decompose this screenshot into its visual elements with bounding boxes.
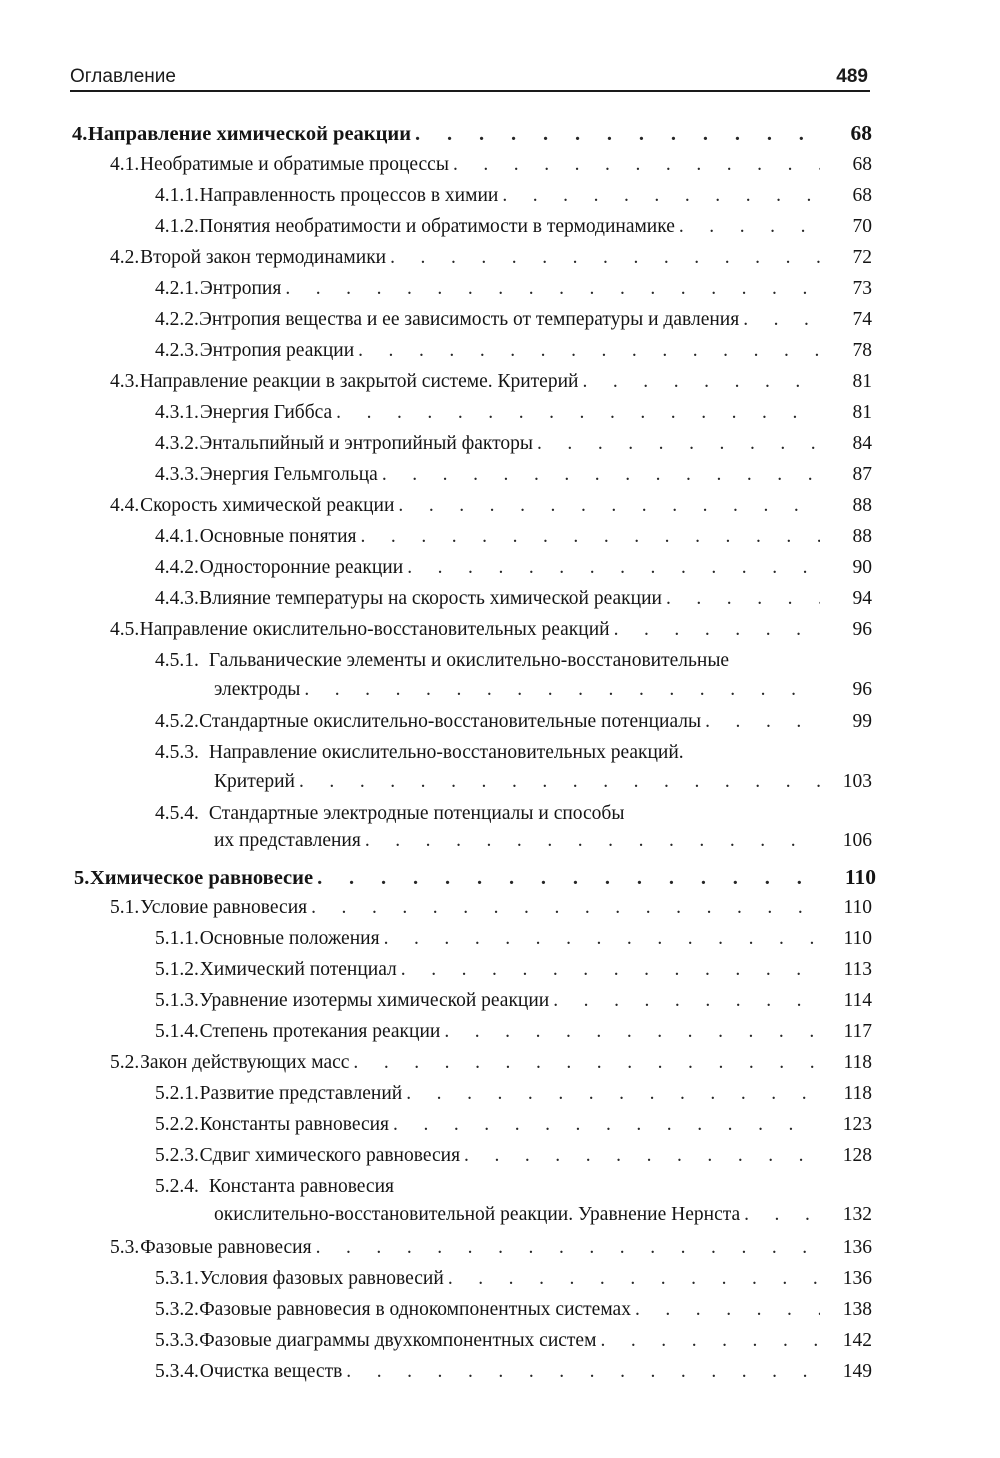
toc-entry-number: 4.2. (110, 247, 140, 268)
toc-entry-number: 4.1.2. (155, 216, 199, 237)
dot-leader (406, 1079, 820, 1109)
toc-subsection[interactable] (155, 1079, 872, 1109)
toc-entry-number: 4.2.2. (155, 309, 199, 330)
toc-entry-number: 4.4.1. (155, 526, 199, 547)
toc-entry-page: 88 (852, 526, 872, 547)
toc-subsection[interactable] (155, 336, 872, 366)
toc-entry-page: 128 (842, 1145, 872, 1166)
dot-leader (316, 1233, 820, 1263)
dot-leader (635, 1295, 820, 1325)
toc-entry-title: Энергия Гельмгольца (199, 464, 378, 485)
dot-leader (464, 1141, 820, 1171)
toc-entry-page: 103 (842, 771, 872, 792)
toc-entry-title: Химическое равновесие (89, 867, 314, 889)
toc-subsection[interactable] (155, 738, 872, 768)
dot-leader (285, 274, 820, 304)
toc-entry-page: 72 (852, 247, 872, 268)
toc-entry-page: 96 (852, 679, 872, 700)
header-page-number: 489 (836, 66, 868, 87)
toc-entry-number: 5.1.2. (155, 959, 199, 980)
toc-entry-title: Сдвиг химического равновесия (199, 1145, 461, 1166)
toc-entry-number: 4.5.1. (155, 650, 199, 671)
toc-subsection[interactable] (155, 1357, 872, 1387)
toc-entry-page: 68 (852, 185, 872, 206)
toc-entry-continuation[interactable] (214, 1200, 872, 1230)
toc-entry-number: 4.2.1. (155, 278, 199, 299)
toc-entry-title: Энтропия (199, 278, 282, 299)
toc-entry-number: 5.2.1. (155, 1083, 199, 1104)
dot-leader (453, 150, 820, 180)
toc-entry-number: 4.4.3. (155, 588, 199, 609)
dot-leader (553, 986, 820, 1016)
dot-leader (407, 553, 820, 583)
toc-entry-number: 4.5. (110, 619, 140, 640)
toc-section[interactable] (110, 893, 872, 923)
dot-leader (365, 826, 820, 856)
toc-entry-number: 5.3.2. (155, 1299, 199, 1320)
dot-leader (311, 893, 820, 923)
toc-section[interactable] (110, 1233, 872, 1263)
toc-section[interactable] (110, 615, 872, 645)
toc-entry-page: 123 (842, 1114, 872, 1135)
toc-entry-continuation[interactable] (214, 675, 872, 705)
toc-subsection[interactable] (155, 1141, 872, 1171)
toc-entry-number: 5.2.4. (155, 1176, 199, 1197)
toc-entry-page: 84 (852, 433, 872, 454)
toc-entry-title-line2: их представления (214, 830, 361, 851)
toc-entry-number: 4. (72, 123, 88, 145)
toc-entry-title: Стандартные электродные потенциалы и способы (208, 803, 625, 824)
toc-entry-title: Основные понятия (199, 526, 357, 547)
toc-entry-number: 5.2.3. (155, 1145, 199, 1166)
toc-chapter[interactable] (74, 862, 876, 892)
dot-leader (679, 212, 820, 242)
toc-entry-title: Второй закон термодинамики (140, 247, 387, 268)
toc-section[interactable] (110, 1048, 872, 1078)
dot-leader (744, 1200, 820, 1230)
toc-entry-title: Уравнение изотермы химической реакции (199, 990, 550, 1011)
header-title: Оглавление (70, 66, 176, 87)
toc-entry-number: 4.3. (110, 371, 140, 392)
toc-chapter[interactable] (72, 118, 872, 148)
toc-entry-number: 5.1.3. (155, 990, 199, 1011)
toc-subsection[interactable] (155, 1017, 872, 1047)
toc-entry-page: 110 (843, 897, 872, 918)
toc-entry-number: 4.5.3. (155, 742, 199, 763)
dot-leader (705, 707, 820, 737)
toc-subsection[interactable] (155, 1264, 872, 1294)
toc-subsection[interactable] (155, 986, 872, 1016)
toc-entry-number: 4.1. (110, 154, 140, 175)
toc-entry-title: Константа равновесия (208, 1176, 394, 1197)
toc-subsection[interactable] (155, 1110, 872, 1140)
toc-entry-page: 136 (842, 1237, 872, 1258)
toc-entry-title: Закон действующих масс (140, 1052, 350, 1073)
toc-subsection[interactable] (155, 646, 872, 676)
toc-entry-title: Энтропия реакции (199, 340, 355, 361)
toc-subsection[interactable] (155, 553, 872, 583)
toc-entry-page: 113 (843, 959, 872, 980)
toc-entry-number: 4.5.4. (155, 803, 199, 824)
toc-entry-number: 5.3.1. (155, 1268, 199, 1289)
toc-entry-page: 114 (843, 990, 872, 1011)
dot-leader (743, 305, 820, 335)
toc-entry-title: Степень протекания реакции (199, 1021, 441, 1042)
toc-entry-continuation[interactable] (214, 767, 872, 797)
toc-entry-title: Энергия Гиббса (199, 402, 333, 423)
toc-entry-page: 110 (844, 865, 876, 889)
toc-entry-title-line2: Критерий (214, 771, 295, 792)
toc-subsection[interactable] (155, 1295, 872, 1325)
toc-entry-number: 5.2. (110, 1052, 140, 1073)
dot-leader (304, 675, 820, 705)
toc-entry-title: Условие равновесия (140, 897, 308, 918)
toc-entry-page: 68 (850, 121, 872, 145)
dot-leader (390, 243, 820, 273)
dot-leader (448, 1264, 820, 1294)
dot-leader (299, 767, 820, 797)
toc-entry-page: 70 (852, 216, 872, 237)
dot-leader (398, 491, 820, 521)
toc-entry-page: 90 (852, 557, 872, 578)
toc-entry-title-line2: окислительно-восстановительной реакции. Уравнение Нернста (214, 1204, 741, 1225)
toc-entry-title: Понятия необратимости и обратимости в термодинамике (199, 216, 675, 237)
toc-entry-page: 78 (852, 340, 872, 361)
dot-leader (401, 955, 820, 985)
toc-entry-title: Направление окислительно-восстановительных реакций. (208, 742, 684, 763)
toc-entry-title: Необратимые и обратимые процессы (139, 154, 449, 175)
toc-entry-number: 4.5.2. (155, 711, 199, 732)
toc-entry-page: 81 (852, 402, 872, 423)
toc-subsection[interactable] (155, 955, 872, 985)
toc-entry-number: 4.3.2. (155, 433, 199, 454)
toc-entry-title: Направление химической реакции (87, 123, 412, 145)
toc-entry-number: 4.4. (110, 495, 140, 516)
dot-leader (415, 119, 820, 149)
toc-entry-page: 81 (852, 371, 872, 392)
toc-entry-page: 99 (852, 711, 872, 732)
toc-entry-page: 74 (852, 309, 872, 330)
toc-entry-title: Фазовые равновесия в однокомпонентных системах (199, 1299, 631, 1320)
toc-subsection[interactable] (155, 522, 872, 552)
toc-subsection[interactable] (155, 1172, 872, 1202)
toc-entry-title: Направление реакции в закрытой системе. Критерий (139, 371, 579, 392)
toc-section[interactable] (110, 150, 872, 180)
dot-leader (393, 1110, 820, 1140)
dot-leader (346, 1357, 820, 1387)
toc-entry-title: Направленность процессов в химии (199, 185, 499, 206)
toc-subsection[interactable] (155, 398, 872, 428)
toc-subsection[interactable] (155, 707, 872, 737)
toc-entry-page: 73 (852, 278, 872, 299)
dot-leader (444, 1017, 820, 1047)
dot-leader (336, 398, 820, 428)
toc-entry-title: Направление окислительно-восстановительных реакций (139, 619, 610, 640)
toc-entry-title: Скорость химической реакции (140, 495, 395, 516)
toc-entry-title: Константы равновесия (199, 1114, 390, 1135)
toc-entry-number: 4.1.1. (155, 185, 199, 206)
dot-leader (358, 336, 820, 366)
toc-entry-page: 110 (843, 928, 872, 949)
toc-section[interactable] (110, 367, 872, 397)
toc-section[interactable] (110, 491, 872, 521)
dot-leader (614, 615, 820, 645)
dot-leader (502, 181, 820, 211)
toc-entry-number: 5.3.3. (155, 1330, 199, 1351)
toc-entry-title: Энтропия вещества и ее зависимость от температуры и давления (199, 309, 740, 330)
toc-entry-title: Гальванические элементы и окислительно-восстановительные (208, 650, 730, 671)
toc-subsection[interactable] (155, 460, 872, 490)
toc-subsection[interactable] (155, 584, 872, 614)
toc-entry-title: Химический потенциал (199, 959, 397, 980)
toc-entry-number: 5.1. (110, 897, 140, 918)
toc-entry-number: 4.4.2. (155, 557, 199, 578)
toc-entry-number: 5. (74, 867, 90, 889)
toc-subsection[interactable] (155, 274, 872, 304)
dot-leader (384, 924, 820, 954)
toc-entry-page: 106 (842, 830, 872, 851)
toc-entry-page: 118 (843, 1083, 872, 1104)
toc-entry-title: Энтальпийный и энтропийный факторы (199, 433, 533, 454)
toc-entry-page: 94 (852, 588, 872, 609)
toc-entry-number: 4.2.3. (155, 340, 199, 361)
toc-entry-number: 5.3. (110, 1237, 140, 1258)
toc-entry-page: 136 (842, 1268, 872, 1289)
dot-leader (317, 863, 824, 893)
dot-leader (360, 522, 820, 552)
toc-entry-page: 149 (842, 1361, 872, 1382)
toc-entry-page: 87 (852, 464, 872, 485)
dot-leader (600, 1326, 820, 1356)
toc-entry-number: 4.3.1. (155, 402, 199, 423)
toc-entry-page: 142 (842, 1330, 872, 1351)
toc-subsection[interactable] (155, 1326, 872, 1356)
toc-subsection[interactable] (155, 429, 872, 459)
toc-entry-page: 88 (852, 495, 872, 516)
toc-entry-title: Фазовые диаграммы двухкомпонентных систем (199, 1330, 597, 1351)
toc-entry-title-line2: электроды (214, 679, 301, 700)
toc-entry-page: 117 (843, 1021, 872, 1042)
toc-subsection[interactable] (155, 212, 872, 242)
toc-subsection[interactable] (155, 181, 872, 211)
toc-subsection[interactable] (155, 924, 872, 954)
toc-entry-title: Условия фазовых равновесий (199, 1268, 444, 1289)
toc-entry-number: 5.1.4. (155, 1021, 199, 1042)
toc-entry-number: 5.2.2. (155, 1114, 199, 1135)
toc-entry-page: 132 (842, 1204, 872, 1225)
toc-entry-title: Стандартные окислительно-восстановительные потенциалы (199, 711, 702, 732)
toc-entry-page: 138 (842, 1299, 872, 1320)
toc-subsection[interactable] (155, 799, 872, 829)
toc-entry-title: Основные положения (199, 928, 380, 949)
toc-entry-number: 5.1.1. (155, 928, 199, 949)
toc-entry-title: Очистка веществ (199, 1361, 343, 1382)
toc-entry-title: Односторонние реакции (199, 557, 404, 578)
toc-section[interactable] (110, 243, 872, 273)
toc-entry-title: Влияние температуры на скорость химической реакции (199, 588, 662, 609)
dot-leader (582, 367, 820, 397)
toc-entry-page: 118 (843, 1052, 872, 1073)
toc-entry-continuation[interactable] (214, 826, 872, 856)
toc-entry-title: Фазовые равновесия (140, 1237, 312, 1258)
dot-leader (537, 429, 820, 459)
toc-entry-number: 4.3.3. (155, 464, 199, 485)
toc-subsection[interactable] (155, 305, 872, 335)
toc-entry-number: 5.3.4. (155, 1361, 199, 1382)
toc-entry-page: 68 (852, 154, 872, 175)
dot-leader (666, 584, 820, 614)
toc-entry-title: Развитие представлений (199, 1083, 403, 1104)
dot-leader (382, 460, 820, 490)
dot-leader (353, 1048, 820, 1078)
toc-entry-page: 96 (852, 619, 872, 640)
